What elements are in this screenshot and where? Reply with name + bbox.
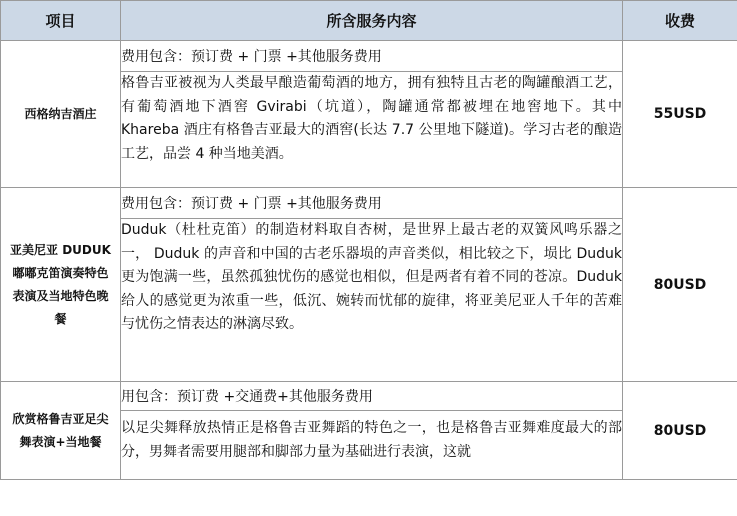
item-name: 欣赏格鲁吉亚足尖舞表演+当地餐 bbox=[1, 382, 121, 480]
item-description: Duduk（杜杜克笛）的制造材料取自杏树，是世界上最古老的双簧风鸣乐器之一， Duduk 的声音和中国的古老乐器埙的声音类似，相比较之下，埙比 Duduk 更为饱满一些，虽然孤独忧伤的感觉也相似，但是两者有着不同的苍凉。Duduk 给人的感觉更为浓重一些，低沉、婉转而忧郁的旋律，将亚美尼亚人千年的苦难与忧伤之情表达的淋漓尽致。 bbox=[121, 219, 623, 382]
item-price: 55USD bbox=[623, 41, 737, 188]
table-row bbox=[1, 188, 737, 219]
item-description: 格鲁吉亚被视为人类最早酿造葡萄酒的地方，拥有独特且古老的陶罐酿酒工艺，有葡萄酒地下酒窖 Gvirabi（坑道），陶罐通常都被埋在地窖地下。其中 Khareba 酒庄有格鲁吉亚最大的酒窖(长达 7.7 公里地下隧道)。学习古老的酿造工艺，品尝 4 种当地美酒。 bbox=[121, 72, 623, 188]
header-price: 收费 bbox=[623, 1, 737, 41]
item-description-cell bbox=[121, 411, 623, 480]
item-name: 西格纳吉酒庄 bbox=[1, 41, 121, 188]
item-name: 亚美尼亚 DUDUK 嘟嘟克笛演奏特色表演及当地特色晚餐 bbox=[1, 188, 121, 382]
fee-line: 费用包含：预订费 + 门票 +其他服务费用 bbox=[121, 188, 623, 219]
table-row bbox=[1, 382, 737, 411]
item-price: 80USD bbox=[623, 382, 737, 480]
table-row bbox=[1, 41, 737, 72]
header-content: 所含服务内容 bbox=[121, 1, 623, 41]
header-item: 项目 bbox=[1, 1, 121, 41]
item-price: 80USD bbox=[623, 188, 737, 382]
item-description: 以足尖舞释放热情正是格鲁吉亚舞蹈的特色之一，也是格鲁吉亚舞难度最大的部分，男舞者需要用腿部和脚部力量为基础进行表演，这就 bbox=[121, 420, 622, 460]
fee-line: 费用包含：预订费 + 门票 +其他服务费用 bbox=[121, 41, 623, 72]
header-row bbox=[1, 1, 737, 41]
fee-line: 用包含：预订费 +交通费+其他服务费用 bbox=[121, 382, 623, 411]
